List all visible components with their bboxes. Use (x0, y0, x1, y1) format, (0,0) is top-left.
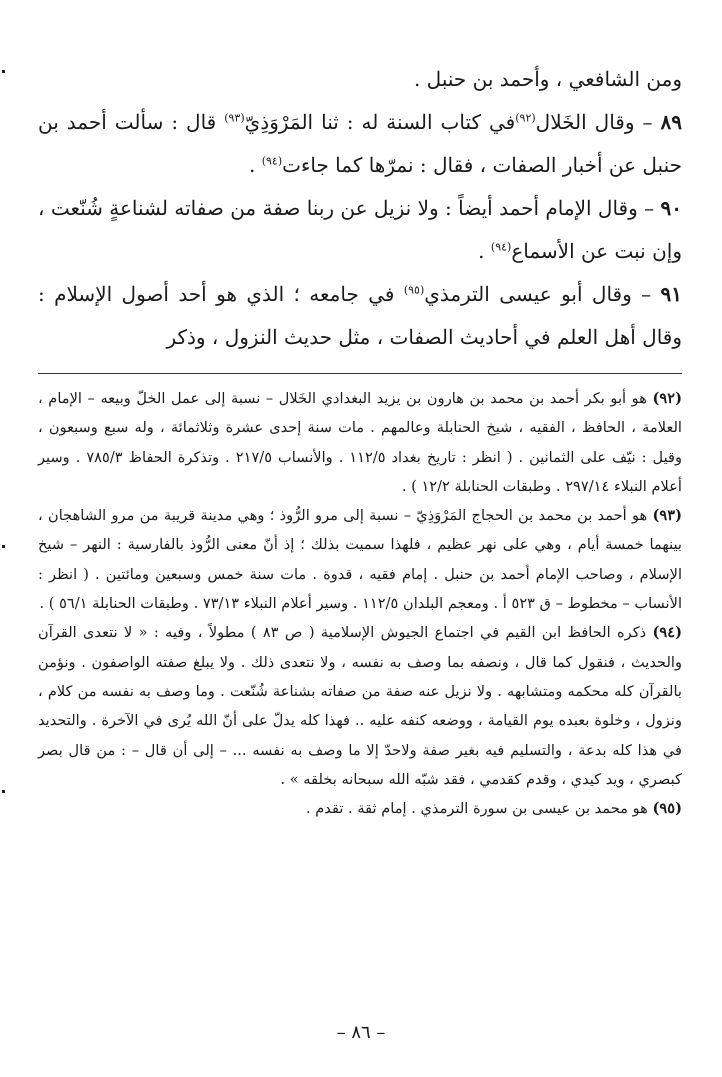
paragraph-text: – وقال أبو عيسى الترمذي (424, 282, 661, 306)
footnote-ref[interactable]: (٩٤) (261, 154, 283, 168)
paragraph-text: في جامعه ؛ الذي هو أحد أصول الإسلام : وقال أهل العلم في أحاديث الصفات ، مثل حديث النزول ، وذكر (38, 282, 682, 349)
footnote-93 (38, 501, 682, 618)
scan-mark (2, 545, 5, 548)
footnote-95 (38, 794, 682, 823)
footnote-92 (38, 384, 682, 501)
footnote-ref[interactable]: (٩٣) (224, 111, 245, 125)
footnote-text: هو أحمد بن محمد بن الحجاج المَرْوَذِيّ – نسبة إلى مرو الرُّوذ ؛ وهي مدينة قريبة من مرو الشاهجان ، بينهما خمسة أيام ، وهي على نهر عظيم ، فلهذا سميت بذلك ؛ إذ أنّ معنى الرُّوذ بالفارسية : النهر – شيخ الإسلام ، وصاحب الإمام أحمد بن حنبل . إمام فقيه ، قدوة . مات سنة خمس وسبعين ومائتين . ( انظر : الأنساب – مخطوط – ق ٥٢٣ أ . ومعجم البلدان ١١٢/٥ . وسير أعلام النبلاء ٧٣/١٣ . وطبقات الحنابلة ٥٦/١ ) . (38, 507, 682, 613)
main-text (38, 58, 682, 359)
footnote-text: هو محمد بن عيسى بن سورة الترمذي . إمام ثقة . تقدم . (305, 800, 653, 818)
paragraph-89 (38, 101, 682, 187)
paragraph-number: ٩٠ (660, 196, 682, 220)
page-number (0, 1022, 722, 1043)
page-content (38, 58, 682, 823)
scan-mark (2, 790, 5, 793)
footnote-number: (٩٥) (652, 800, 682, 818)
paragraph-number: ٩١ (660, 282, 682, 306)
paragraph-text: . (478, 239, 491, 263)
intro-text: ومن الشافعي ، وأحمد بن حنبل . (413, 67, 682, 91)
paragraph-91 (38, 273, 682, 359)
footnote-ref[interactable]: (٩٢) (515, 111, 536, 125)
paragraph-90 (38, 187, 682, 273)
paragraph-text: قال : سألت أحمد بن حنبل عن أخبار الصفات ، فقال : نمرّها كما جاءت (38, 110, 682, 177)
footnote-text: ذكره الحافظ ابن القيم في اجتماع الجيوش الإسلامية ( ص ٨٣ ) مطولاً ، وفيه : « لا نتعدى القرآن والحديث ، فنقول كما قال ، ونصفه بما وصف به نفسه ، ولا نتعدى ذلك . ولا يبلغ صفته الواصفون . ونؤمن بالقرآن كله محكمه ومتشابهه . ولا نزيل عنه صفة من صفاته بشناعة شُنّعت . وما وصف به نفسه من كلام ، ونزول ، وخلوة بعبده يوم القيامة ، ووضعه كنفه عليه .. فهذا كله يدلّ على أنّ الله يُرى في الآخرة . والتحديد في هذا كله بدعة ، والتسليم فيه بغير صفة ولاحدّ إلا ما وصف به نفسه ... – إلى أن قال – : من قال بصر كبصري ، ويد كيدي ، وقدم كقدمي ، فقد شبّه الله سبحانه بخلقه » . (38, 624, 682, 788)
paragraph-number: ٨٩ (660, 110, 682, 134)
footnote-text: هو أبو بكر أحمد بن محمد بن هارون بن يزيد البغدادي الخَلال – نسبة إلى عمل الخلّ وبيعه – الإمام ، العلامة ، الحافظ ، الفقيه ، شيخ الحنابلة وعالمهم . مات سنة إحدى عشرة وثلاثمائة ، وله سبع وسبعون ، وقيل : نيّف على الثمانين . ( انظر : تاريخ بغداد ١١٢/٥ . والأنساب ٢١٧/٥ . وتذكرة الحفاظ ٧٨٥/٣ . وسير أعلام النبلاء ٢٩٧/١٤ . وطبقات الحنابلة ١٢/٢ ) . (38, 390, 683, 495)
footnote-number: (٩٤) (652, 624, 682, 642)
page-number-text: – ٨٦ – (336, 1022, 386, 1043)
footnote-ref[interactable]: (٩٥) (403, 283, 425, 297)
footnote-number: (٩٣) (652, 507, 682, 525)
footnotes (38, 384, 682, 823)
footnote-number: (٩٢) (652, 390, 682, 407)
footnote-ref[interactable]: (٩٤) (490, 240, 512, 254)
scan-mark (2, 70, 5, 73)
paragraph-text: . (248, 153, 262, 177)
paragraph-text: في كتاب السنة له : ثنا المَرْوَذِيّ (244, 110, 516, 134)
footnote-divider (38, 373, 682, 374)
intro-line (38, 58, 682, 101)
footnote-94 (38, 618, 682, 794)
paragraph-text: – وقال الخَلال (535, 110, 661, 134)
paragraph-text: – وقال الإمام أحمد أيضاً : ولا نزيل عن ربنا صفة من صفاته لشناعةٍ شُنّعت ، وإن نبت عن الأسماع (38, 196, 682, 263)
